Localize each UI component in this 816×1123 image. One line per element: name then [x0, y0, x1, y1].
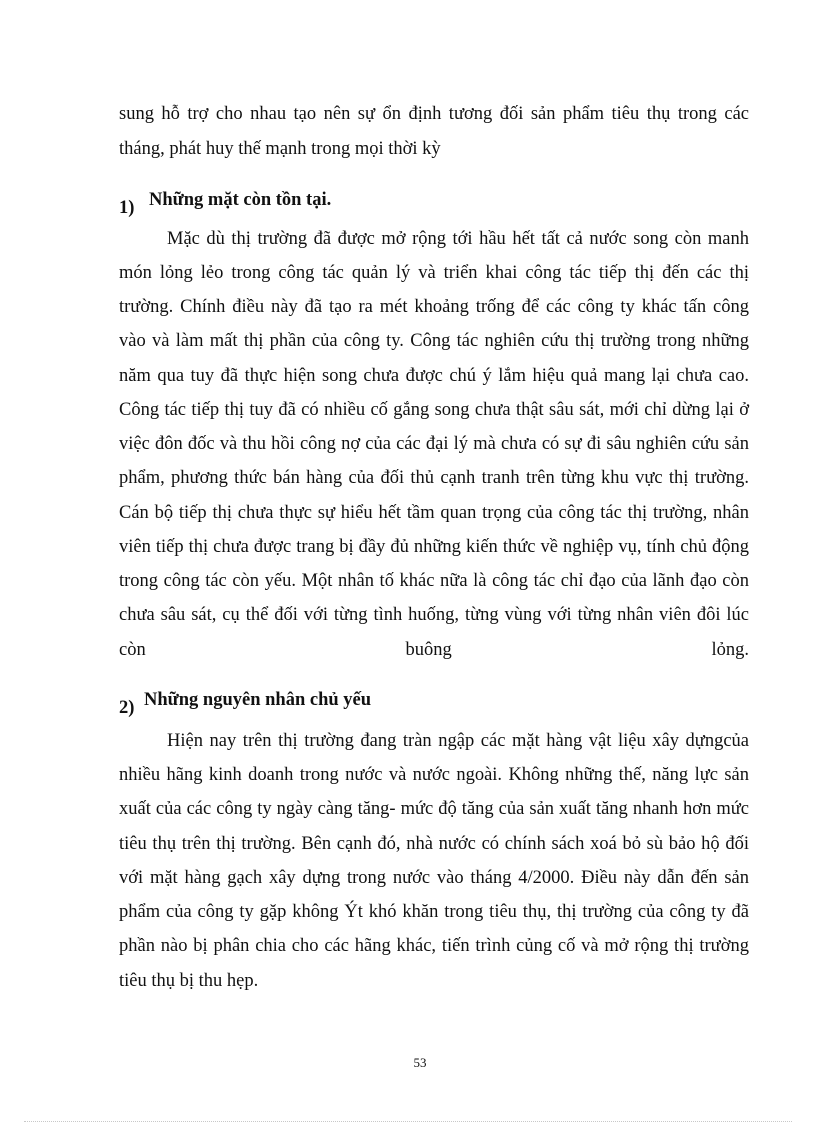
- paragraph-line: năm qua tuy đã thực hiện song chưa được chú ý lắm hiệu quả mang lại chưa cao.: [119, 366, 749, 386]
- paragraph-line: trường. Chính điều này đã tạo ra mét khoảng trống để các công ty khác tấn công: [119, 297, 749, 317]
- paragraph-line: việc đôn đốc và thu hồi công nợ của các đại lý mà chưa có sự đi sâu nghiên cứu sản: [119, 434, 749, 454]
- paragraph-line: sung hỗ trợ cho nhau tạo nên sự ổn định tương đối sản phẩm tiêu thụ trong các: [119, 104, 749, 124]
- paragraph-line: Mặc dù thị trường đã được mở rộng tới hầu hết tất cả nước song còn manh: [167, 229, 749, 249]
- paragraph-line: món lỏng lẻo trong công tác quản lý và triển khai công tác tiếp thị đến các thị: [119, 263, 749, 283]
- paragraph-line: Cán bộ tiếp thị chưa thực sự hiểu hết tầm quan trọng của công tác thị trường, nhân: [119, 503, 749, 523]
- page-boundary-divider: [24, 1121, 792, 1122]
- section-number: 2): [119, 698, 135, 718]
- paragraph-line: nhiều hãng kinh doanh trong nước và nước ngoài. Không những thế, năng lực sản: [119, 765, 749, 785]
- section-title: Những mặt còn tồn tại.: [149, 190, 332, 210]
- paragraph-line: phẩm của công ty gặp không Ýt khó khăn trong tiêu thụ, thị trường của công ty đã: [119, 902, 749, 922]
- page-number: 53: [413, 1055, 427, 1070]
- paragraph-line: còn buông lỏng.: [119, 640, 749, 660]
- paragraph-line: tiêu thụ bị thu hẹp.: [119, 971, 259, 991]
- section-number: 1): [119, 198, 135, 218]
- paragraph-line: phần nào bị phân chia cho các hãng khác, tiến trình củng cố và mở rộng thị trường: [119, 936, 749, 956]
- paragraph-line: trong công tác còn yếu. Một nhân tố khác nữa là công tác chỉ đạo của lãnh đạo còn: [119, 571, 749, 591]
- paragraph-line: tiêu thụ trên thị trường. Bên cạnh đó, nhà nước có chính sách xoá bỏ sù bảo hộ đối: [119, 834, 749, 854]
- paragraph-line: Công tác tiếp thị tuy đã có nhiều cố gắng song chưa thật sâu sát, mới chỉ dừng lại ở: [119, 400, 749, 420]
- paragraph-line: phẩm, phương thức bán hàng của đối thủ cạnh tranh trên từng khu vực thị trường.: [119, 468, 749, 488]
- paragraph-line: chưa sâu sát, cụ thể đối với từng tình huống, từng vùng với từng nhân viên đôi lúc: [119, 605, 749, 625]
- paragraph-line: vào và làm mất thị phần của công ty. Công tác nghiên cứu thị trường trong những: [119, 331, 749, 351]
- paragraph-line: tháng, phát huy thế mạnh trong mọi thời kỳ: [119, 139, 441, 159]
- paragraph-line: xuất của các công ty ngày càng tăng- mức độ tăng của sản xuất tăng nhanh hơn mức: [119, 799, 749, 819]
- paragraph-line: Hiện nay trên thị trường đang tràn ngập các mặt hàng vật liệu xây dựngcủa: [167, 731, 749, 751]
- paragraph-line: với mặt hàng gạch xây dựng trong nước vào tháng 4/2000. Điều này dẫn đến sản: [119, 868, 749, 888]
- paragraph-line: viên tiếp thị chưa được trang bị đầy đủ những kiến thức về nghiệp vụ, tính chủ động: [119, 537, 749, 557]
- section-title: Những nguyên nhân chủ yếu: [144, 690, 372, 710]
